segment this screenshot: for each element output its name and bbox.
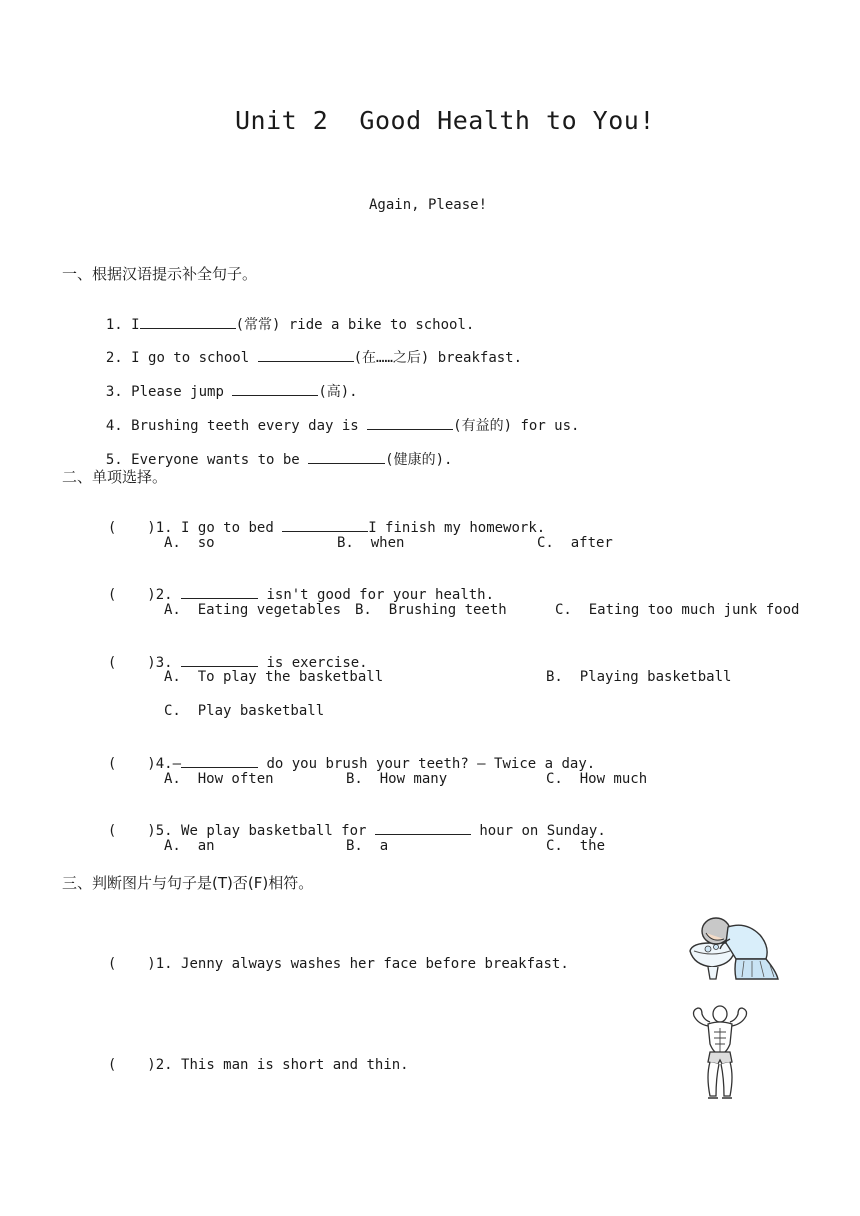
item-number: 2. <box>105 350 123 366</box>
option-b[interactable]: B. Brushing teeth <box>355 602 507 618</box>
item-prefix: I <box>131 317 140 333</box>
answer-paren[interactable]: ( <box>107 756 117 772</box>
washing-face-illustration <box>686 913 784 985</box>
answer-paren[interactable]: ( <box>107 1057 117 1073</box>
fill-item <box>89 331 522 367</box>
answer-blank[interactable] <box>308 449 385 464</box>
question-row <box>91 1041 409 1073</box>
item-number: )2. <box>147 587 173 603</box>
item-suffix: ride a bike to school. <box>280 317 475 333</box>
item-prefix: — <box>172 756 182 772</box>
answer-paren[interactable]: ( <box>107 587 117 603</box>
section-heading: 三、判断图片与句子是(T)否(F)相符。 <box>62 874 314 892</box>
answer-blank[interactable] <box>258 347 354 362</box>
item-suffix: is exercise. <box>258 655 368 671</box>
answer-blank[interactable] <box>181 584 258 599</box>
option-b[interactable]: B. when <box>337 535 405 551</box>
option-c[interactable]: C. after <box>537 535 613 551</box>
page-title: Unit 2 Good Health to You! <box>235 106 655 135</box>
answer-paren[interactable]: ( <box>107 956 117 972</box>
question-row <box>91 636 368 671</box>
option-a[interactable]: A. To play the basketball <box>164 669 384 685</box>
item-number: )1. <box>147 956 173 972</box>
item-prefix: I go to bed <box>181 520 283 536</box>
fill-item <box>89 433 452 469</box>
item-number: 4. <box>105 418 123 434</box>
item-number: )1. <box>147 520 173 536</box>
item-prefix: I go to school <box>131 350 258 366</box>
option-a[interactable]: A. so <box>164 535 215 551</box>
answer-blank[interactable] <box>367 415 453 430</box>
answer-blank[interactable] <box>375 820 471 835</box>
item-hint: (有益的) <box>453 418 513 434</box>
item-suffix: isn't good for your health. <box>258 587 495 603</box>
option-c[interactable]: C. Play basketball <box>164 703 325 719</box>
answer-blank[interactable] <box>181 753 258 768</box>
option-a[interactable]: A. Eating vegetables <box>164 602 342 618</box>
question-row <box>91 737 595 772</box>
answer-blank[interactable] <box>282 517 368 532</box>
option-b[interactable]: B. a <box>346 838 389 854</box>
option-c[interactable]: C. the <box>546 838 606 854</box>
question-row <box>91 804 606 839</box>
item-number: 5. <box>105 452 123 468</box>
section-heading: 二、单项选择。 <box>62 468 168 486</box>
option-c[interactable]: C. How much <box>546 771 648 787</box>
item-number: 3. <box>105 384 123 400</box>
question-row <box>91 940 569 972</box>
item-hint: (健康的). <box>385 452 453 468</box>
answer-paren[interactable]: ( <box>107 823 117 839</box>
item-suffix: I finish my homework. <box>368 520 546 536</box>
section-heading: 一、根据汉语提示补全句子。 <box>62 265 258 283</box>
option-a[interactable]: A. How often <box>164 771 274 787</box>
answer-paren[interactable]: ( <box>107 655 117 671</box>
answer-paren[interactable]: ( <box>107 520 117 536</box>
answer-blank[interactable] <box>140 314 236 329</box>
item-number: )3. <box>147 655 173 671</box>
page-subtitle: Again, Please! <box>369 197 488 213</box>
item-suffix: do you brush your teeth? — Twice a day. <box>258 756 596 772</box>
option-b[interactable]: B. How many <box>346 771 448 787</box>
answer-blank[interactable] <box>181 652 258 667</box>
answer-blank[interactable] <box>232 381 318 396</box>
item-number: )2. <box>147 1057 173 1073</box>
question-row <box>91 501 545 536</box>
item-suffix: for us. <box>512 418 580 434</box>
fill-item <box>89 298 474 334</box>
item-hint: (高). <box>318 384 358 400</box>
fill-item <box>89 399 579 435</box>
item-prefix: Please jump <box>131 384 233 400</box>
fill-item <box>89 365 358 401</box>
item-hint: (常常) <box>235 317 281 333</box>
item-text: Jenny always washes her face before breakfast. <box>181 956 569 972</box>
option-b[interactable]: B. Playing basketball <box>546 669 732 685</box>
item-prefix: We play basketball for <box>181 823 375 839</box>
item-prefix: Everyone wants to be <box>131 452 309 468</box>
option-c[interactable]: C. Eating too much junk food <box>555 602 800 618</box>
item-hint: (在……之后) <box>353 350 430 366</box>
item-number: 1. <box>105 317 123 333</box>
item-suffix: breakfast. <box>429 350 523 366</box>
item-number: )5. <box>147 823 173 839</box>
item-number: )4. <box>147 756 173 772</box>
item-text: This man is short and thin. <box>181 1057 409 1073</box>
item-suffix: hour on Sunday. <box>470 823 606 839</box>
muscle-man-illustration <box>686 1002 756 1102</box>
option-a[interactable]: A. an <box>164 838 215 854</box>
item-prefix: Brushing teeth every day is <box>131 418 368 434</box>
question-row <box>91 568 494 603</box>
